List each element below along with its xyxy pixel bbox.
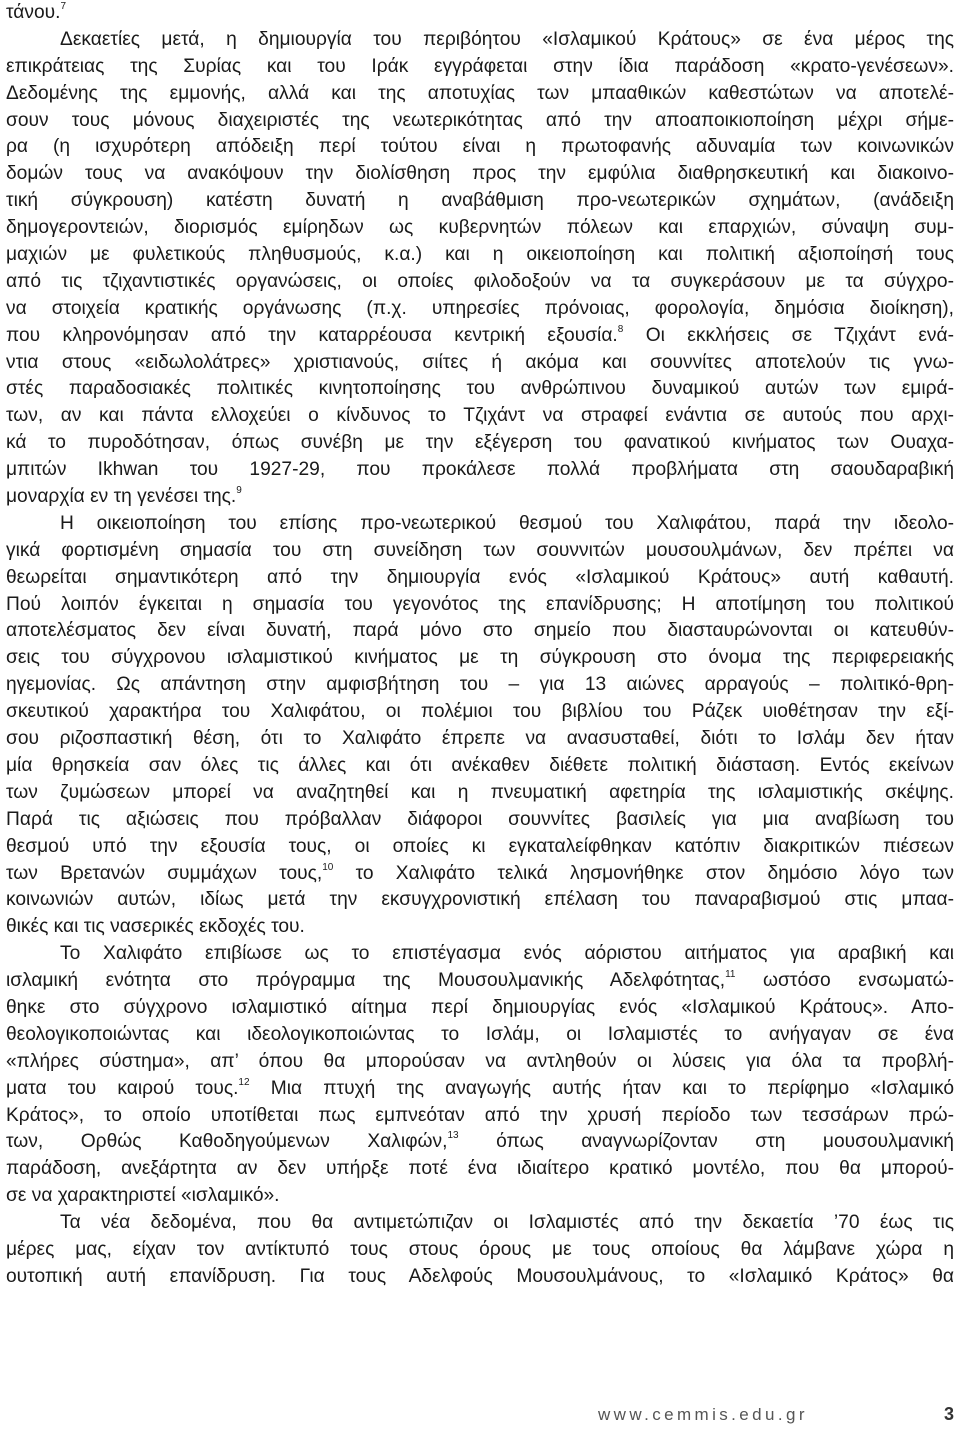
line-text: ρα (η ισχυρότερη απόδειξη περί τούτου είναι η πρωτοφανής αδυναμία των κοινωνικών	[6, 136, 954, 158]
line-text: δομών τους να ανακόψουν την διολίσθηση προς την εμφύλια διαθρησκευτική και διακοινο-	[6, 163, 954, 185]
text-line	[6, 780, 954, 807]
text-line	[6, 861, 954, 888]
line-text: των, Ορθώς Καθοδηγούμενων Χαλιφών,	[6, 1131, 448, 1153]
text-line	[6, 887, 954, 914]
line-text: των, αν και πάντα ελλοχεύει ο κίνδυνος το Τζιχάντ να στραφεί ενάντια σε αυτούς που αρχι-	[6, 405, 954, 427]
text-line	[6, 1049, 954, 1076]
text-line	[6, 618, 954, 645]
text-line	[6, 834, 954, 861]
line-text: ισλαμική ενότητα στο πρόγραμμα της Μουσουλμανικής Αδελφότητας,	[6, 970, 726, 992]
text-line	[6, 941, 954, 968]
text-line	[6, 484, 954, 511]
text-line	[6, 699, 954, 726]
text-line	[6, 27, 954, 54]
text-line	[6, 995, 954, 1022]
footnote-ref: 10	[322, 861, 334, 873]
line-text: σουν τους μόνους διαχειριστές της νεωτερικότητας από την αποαποικιοποίηση μέχρι σήμε-	[6, 109, 954, 131]
line-text: παράδοση, ανεξάρτητα αν δεν υπήρξε ποτέ ένα ιδιαίτερο κρατικό μοντέλο, που θα μπορού-	[6, 1158, 954, 1180]
line-text: το Χαλιφάτο τελικά λησμονήθηκε στον δημόσιο λόγο των	[333, 862, 954, 884]
line-text: αποτελέσματος δεν είναι δυνατή, παρά μόνο στο σημείο που διασταυρώνονται οι κατευθύν-	[6, 620, 954, 642]
line-text: στές παραδοσιακές πολιτικές κινητοποίησης του ανθρώπινου δυναμικού αυτών των εμιρά-	[6, 378, 954, 400]
text-line	[6, 968, 954, 995]
line-text: μέρες μας, είχαν τον αντίκτυπό τους στους όρους με τους οποίους θα λάμβανε χώρα η	[6, 1238, 954, 1260]
text-line	[6, 1156, 954, 1183]
line-text: τάνου.	[6, 2, 61, 23]
text-line	[6, 134, 954, 161]
line-text: θεωρείται σημαντικότερη από την δημιουργία ενός «Ισλαμικού Κράτους» αυτή καθαυτή.	[6, 566, 954, 588]
line-text: σου ριζοσπαστική θέση, ότι το Χαλιφάτο έπρεπε να ανασυσταθεί, διότι το Ισλάμ δεν ήταν	[6, 728, 954, 750]
text-line	[6, 0, 954, 27]
line-text: να στοιχεία κρατικής οργάνωσης (π.χ. υπηρεσίες πρόνοιας, φορολογία, δημόσια διοίκηση),	[6, 297, 954, 319]
line-text: ηγεμονίας. Ως απάντηση στην αμφισβήτηση του – για 13 αιώνες αρραγούς – πολιτικό-θρη-	[6, 674, 954, 696]
line-text: ματα του καιρού τους.	[6, 1077, 239, 1099]
line-text: Δεδομένης της εμμονής, αλλά και της αποτυχίας των μπααθικών καθεστώτων να αποτελέ-	[6, 82, 954, 104]
line-text: Δεκαετίες μετά, η δημιουργία του περιβόητου «Ισλαμικού Κράτους» σε ένα μέρος της	[60, 28, 954, 50]
footnote-ref: 12	[238, 1076, 250, 1088]
line-text: επικράτειας της Συρίας και του Ιράκ εγγράφεται στην ίδια παράδοση «κρατο-γενέσεων».	[6, 55, 954, 77]
line-text: Πού λοιπόν έγκειται η σημασία του γεγονότος της επανίδρυσης; Η αποτίμηση του πολιτικού	[6, 593, 954, 615]
text-line	[6, 81, 954, 108]
text-line	[6, 753, 954, 780]
text-line	[6, 1264, 954, 1291]
text-line	[6, 403, 954, 430]
line-text: των Βρετανών συμμάχων τους,	[6, 862, 323, 884]
text-line	[6, 1076, 954, 1103]
line-text: γικά φορτισμένη σημασία του στη συνείδηση των σουννιτών μουσουλμάνων, δεν πρέπει να	[6, 539, 954, 561]
text-line	[6, 161, 954, 188]
footnote-ref: 8	[617, 323, 624, 335]
line-text: σεις του σύγχρονου ισλαμιστικού κινήματος με τη σύγκρουση στο όνομα της περιφερειακής	[6, 647, 954, 669]
line-text: Το Χαλιφάτο επιβίωσε ως το επιστέγασμα ενός αόριστου αιτήματος για αραβική και	[60, 943, 954, 965]
line-text: μία θρησκεία σαν όλες τις άλλες και ότι ανέκαθεν διέθετε πολιτική διάσταση. Εντός εκείνων	[6, 754, 954, 776]
text-line	[6, 645, 954, 672]
line-text: δημογεροντειών, διορισμός εμίρηδων ως κυβερνητών πόλεων και επαρχιών, σύναψη συμ-	[6, 217, 954, 239]
text-line	[6, 538, 954, 565]
document-body	[6, 0, 954, 1291]
page-number: 3	[943, 1404, 954, 1424]
footnote-ref: 7	[60, 1, 67, 12]
line-text: θικές και τις νασερικές εκδοχές του.	[6, 916, 305, 938]
line-text: κοινωνιών αυτών, ιδίως μετά την εκσυγχρονιστική επέλαση του παναραβισμού στις μπαα-	[6, 889, 954, 911]
text-line	[6, 1237, 954, 1264]
text-line	[6, 54, 954, 81]
line-text: μαχιών με φυλετικούς πληθυσμούς, κ.α.) και η οικειοποίηση και πολιτική αξιοποίησή τους	[6, 244, 954, 266]
line-text: ωστόσο ενσωματώ-	[735, 970, 954, 992]
text-line	[6, 565, 954, 592]
line-text: που κληρονόμησαν από την καταρρέουσα κεντρική εξουσία.	[6, 324, 618, 346]
line-text: σκευτικού χαρακτήρα του Χαλιφάτου, οι πολέμιοι του βιβλίου του Ράζεκ υιοθέτησαν την εξί-	[6, 701, 954, 723]
text-line	[6, 350, 954, 377]
page-footer	[598, 1405, 956, 1425]
text-line	[6, 457, 954, 484]
line-text: τική σύγκρουση) κατέστη δυνατή η αναβάθμιση προ-νεωτερικών σχημάτων, (ανάδειξη	[6, 190, 954, 212]
line-text: θηκε στο σύγχρονο ισλαμιστικό αίτημα περί δημιουργίας ενός «Ισλαμικού Κράτους». Απο-	[6, 996, 954, 1018]
line-text: Μια πτυχή της αναγωγής αυτής ήταν και το περίφημο «Ισλαμικό	[249, 1077, 954, 1099]
text-line	[6, 430, 954, 457]
text-line	[6, 914, 954, 941]
text-line	[6, 1103, 954, 1130]
footnote-ref: 9	[236, 485, 242, 497]
text-line	[6, 242, 954, 269]
line-text: των ζυμώσεων μπορεί να αναζητηθεί και η πνευματική αφετηρία της ισλαμιστικής σκέψης.	[6, 781, 954, 803]
text-line	[6, 592, 954, 619]
text-line	[6, 188, 954, 215]
text-line	[6, 296, 954, 323]
text-line	[6, 215, 954, 242]
line-text: μπιτών Ikhwan του 1927-29, που προκάλεσε πολλά προβλήματα στη σαουδαραβική	[6, 459, 954, 481]
line-text: Τα νέα δεδομένα, που θα αντιμετώπιζαν οι Ισλαμιστές από την δεκαετία ’70 έως τις	[60, 1212, 954, 1234]
text-line	[6, 1183, 954, 1210]
text-line	[6, 1210, 954, 1237]
line-text: όπως αναγνωρίζονταν στη μουσουλμανική	[458, 1131, 954, 1153]
line-text: Η οικειοποίηση του επίσης προ-νεωτερικού θεσμού του Χαλιφάτου, παρά την ιδεολο-	[60, 512, 954, 534]
line-text: από τις τζιχαντιστικές οργανώσεις, οι οποίες φιλοδοξούν να τα συγκεράσουν με τα σύγχρο-	[6, 270, 954, 292]
line-text: «πλήρες σύστημα», απ’ όπου θα μπορούσαν να αντληθούν οι λύσεις για όλα τα προβλή-	[6, 1050, 954, 1072]
footer-url[interactable]: www.cemmis.edu.gr	[598, 1405, 808, 1424]
text-line	[6, 1129, 954, 1156]
text-line	[6, 807, 954, 834]
line-text: ντια στους «ειδωλολάτρες» χριστιανούς, σιίτες ή ακόμα και σουννίτες αποτελούν τις γνω-	[6, 351, 954, 373]
line-text: Κράτος», το οποίο υποτίθεται πως εμπνεόταν από την χρυσή περίοδο των τεσσάρων πρώ-	[6, 1104, 954, 1126]
line-text: Οι εκκλήσεις σε Τζιχάντ ενά-	[623, 324, 954, 346]
text-line	[6, 323, 954, 350]
line-text: σε να χαρακτηριστεί «ισλαμικό».	[6, 1185, 280, 1207]
text-line	[6, 376, 954, 403]
text-line	[6, 1022, 954, 1049]
text-line	[6, 672, 954, 699]
line-text: ουτοπική αυτή επανίδρυση. Για τους Αδελφούς Μουσουλμάνους, το «Ισλαμικό Κράτος» θα	[6, 1265, 954, 1287]
line-text: Παρά τις αξιώσεις που πρόβαλλαν διάφοροι σουννίτες βασιλείς για μια αναβίωση του	[6, 808, 954, 830]
text-line	[6, 511, 954, 538]
text-line	[6, 726, 954, 753]
text-line	[6, 269, 954, 296]
line-text: θεολογικοποιώντας και ιδεολογικοποιώντας το Ισλάμ, οι Ισλαμιστές το ανήγαγαν σε ένα	[6, 1023, 954, 1045]
line-text: θεσμού υπό την εξουσία τους, οι οποίες κι εγκαταλείφθηκαν κατόπιν διακριτικών πιέσεων	[6, 835, 954, 857]
text-line	[6, 108, 954, 135]
line-text: μοναρχία εν τη γενέσει της.	[6, 486, 237, 508]
line-text: κά το πυροδότησαν, όπως συνέβη με την εξέγερση του φανατικού κινήματος των Ουαχα-	[6, 432, 954, 454]
footnote-ref: 13	[447, 1130, 459, 1142]
footnote-ref: 11	[725, 969, 736, 981]
